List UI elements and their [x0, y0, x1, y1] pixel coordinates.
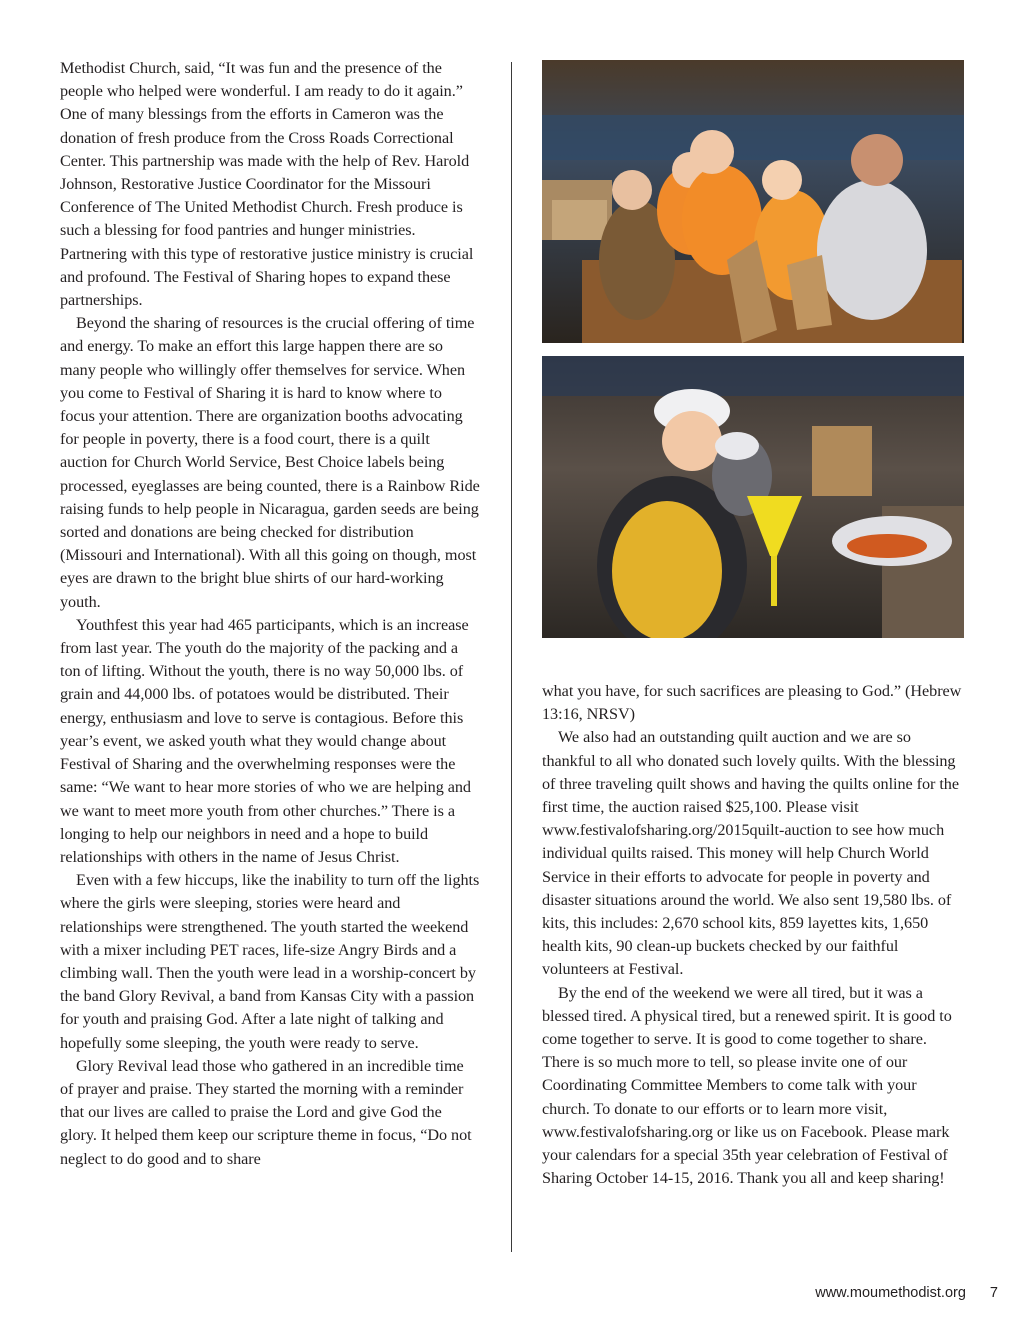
- footer-website[interactable]: www.moumethodist.org: [815, 1285, 966, 1301]
- paragraph: Even with a few hiccups, like the inability to turn off the lights where the girls were sleeping, stories were heard and relationships were strengthened. The youth started the weekend with a mixer including PET races, life-size Angry Birds and a climbing wall. Then the youth were lead in a worship-concert by the band Glory Revival, a band from Kansas City with a passion for youth and praising God. After a late night of talking and hopefully some sleeping, the youth were ready to serve.: [60, 871, 480, 1052]
- article-column-left: [60, 57, 480, 1171]
- paragraph: Methodist Church, said, “It was fun and the presence of the people who helped were wonderful. I am ready to do it again.” One of many blessings from the efforts in Cameron was the donation of fresh produce from the Cross Roads Correctional Center. This partnership was made with the help of Rev. Harold Johnson, Restorative Justice Coordinator for the Missouri Conference of The United Methodist Church. Fresh produce is such a blessing for food pantries and hunger ministries. Partnering with this type of restorative justice ministry is crucial and profound. The Festival of Sharing hopes to expand these partnerships.: [60, 59, 474, 310]
- page-number: 7: [989, 1285, 998, 1301]
- paragraph: Glory Revival lead those who gathered in an incredible time of prayer and praise. They started the morning with a reminder that our lives are called to praise the Lord and give God the glory. It helped them keep our scripture theme in focus, “Do not neglect to do good and to share: [60, 1056, 472, 1168]
- column-divider: [511, 62, 512, 1252]
- paragraph: By the end of the weekend we were all tired, but it was a blessed tired. A physical tired, but a renewed spirit. It is good to come together to serve. It is good to come together to share. There is so much more to tell, so please invite one of our Coordinating Committee Members to come talk with your church. To donate to our efforts or to learn more visit, www.festivalofsharing.org or like us on Facebook. Please mark your calendars for a special 35th year celebration of Festival of Sharing October 14-15, 2016. Thank you all and keep sharing!: [542, 983, 952, 1188]
- page-footer: [815, 1285, 998, 1301]
- paragraph: what you have, for such sacrifices are pleasing to God.” (Hebrew 13:16, NRSV): [542, 682, 962, 724]
- article-column-right: [542, 680, 967, 1190]
- paragraph: We also had an outstanding quilt auction and we are so thankful to all who donated such lovely quilts. With the blessing of three traveling quilt shows and having the quilts online for the first time, the auction raised $25,100. Please visit www.festivalofsharing.org/2015quilt-auction to see how much individual quilts raised. This money will help Church World Service in their efforts to advocate for people in poverty and disaster situations around the world. We also sent 19,580 lbs. of kits, this includes: 2,670 school kits, 859 layettes kits, 1,650 health kits, 90 clean-up buckets checked by our faithful volunteers at Festival.: [542, 728, 959, 979]
- paragraph: Beyond the sharing of resources is the crucial offering of time and energy. To make an effort this large happen there are so many people who willingly offer themselves for service. When you come to Festival of Sharing it is hard to know where to focus your attention. There are organization booths advocating for people in poverty, there is a food court, there is a quilt auction for Church World Service, Best Choice labels being processed, eyeglasses are being counted, there is a Rainbow Ride raising funds to help people in Nicaragua, garden seeds are being sorted and donations are being checked for distribution (Missouri and International). With all this going on though, most eyes are drawn to the bright blue shirts of our hard-working youth.: [60, 314, 480, 611]
- photo-girls-packing-bags: [542, 60, 964, 343]
- paragraph: Youthfest this year had 465 participants, which is an increase from last year. The youth do the majority of the packing and a ton of lifting. Without the youth, there is no way 50,000 lbs. of grain and 44,000 lbs. of potatoes would be distributed. Their energy, enthusiasm and love to serve is contagious. Before this year’s event, we asked youth what they would change about Festival of Sharing and the overwhelming responses were the same: “We want to hear more stories of who we are helping and we want to meet more youth from other churches.” There is a longing to help our neighbors in need and a hope to build relationships with others in the name of Jesus Christ.: [60, 615, 471, 866]
- photo-youth-packing-food: [542, 356, 964, 638]
